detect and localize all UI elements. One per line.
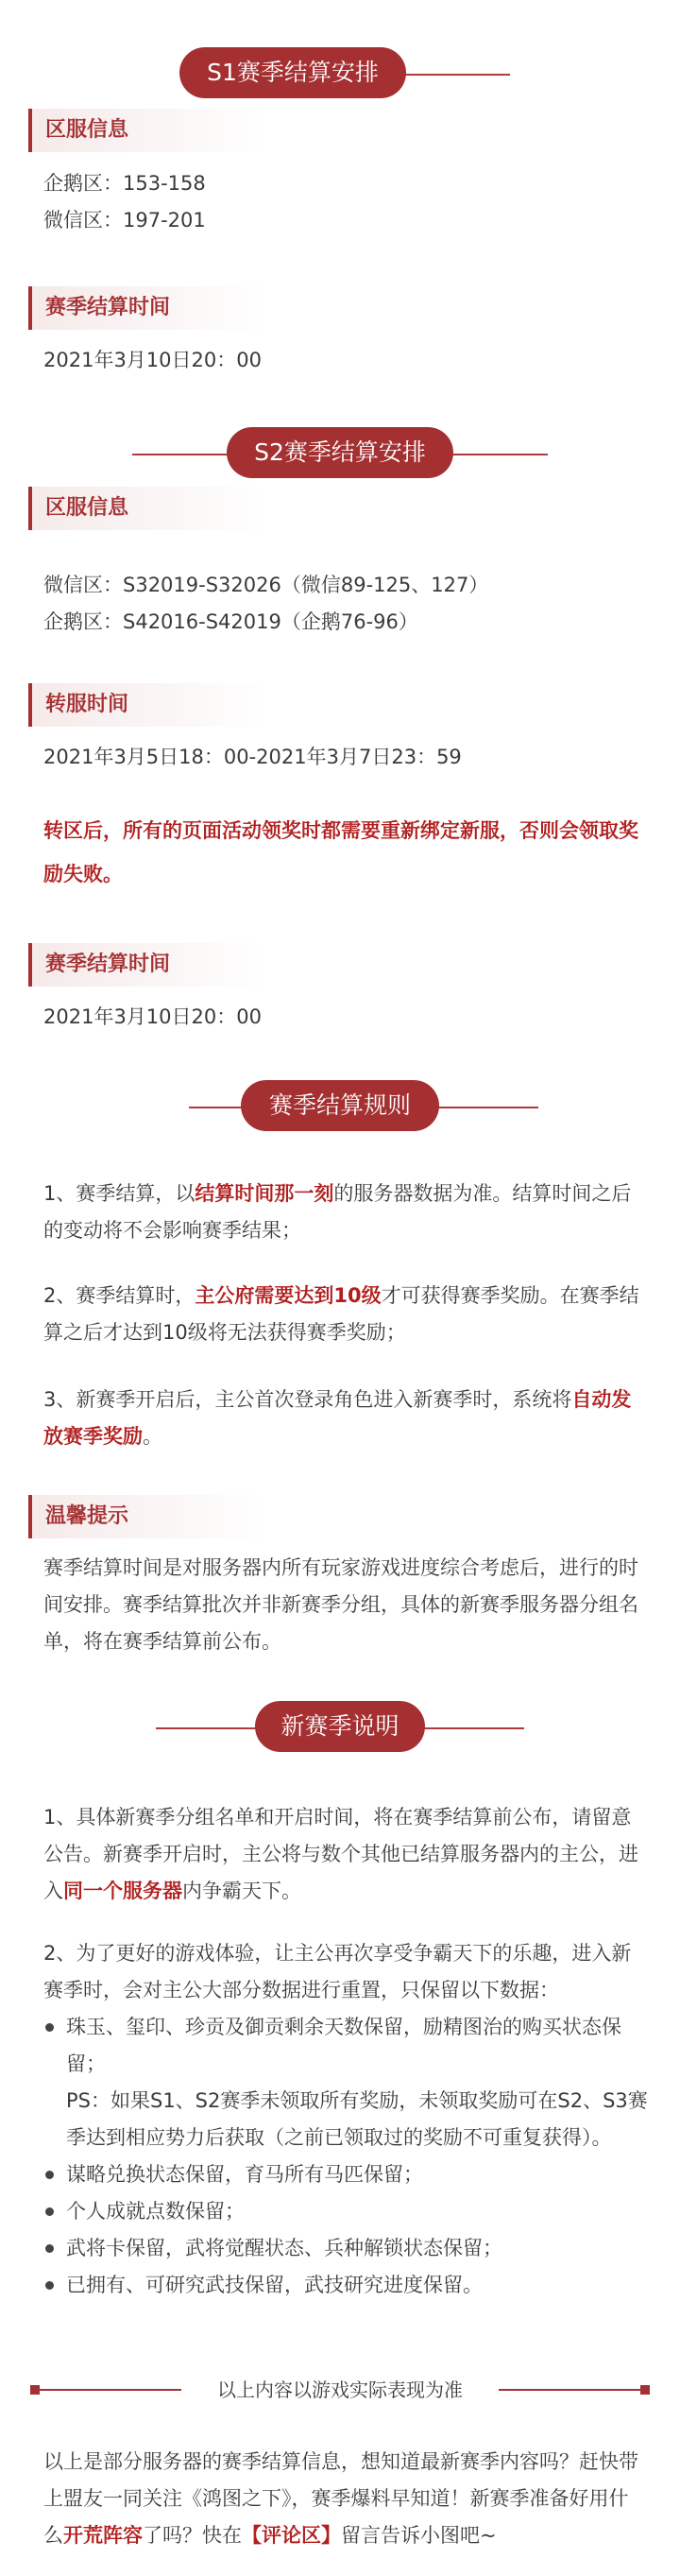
s2-settle-heading: 赛季结算时间	[28, 943, 329, 987]
closing-text: 以上是部分服务器的赛季结算信息，想知道最新赛季内容吗？赶快带上盟友一同关注《鸿图之下》，赛季爆料早知道！新赛季准备好用什么	[43, 2450, 638, 2547]
s2-title-banner	[0, 427, 680, 482]
footer-divider-square-right	[640, 2385, 650, 2395]
newseason-title-banner	[0, 1701, 680, 1756]
list-item: 武将卡保留，武将觉醒状态、兵种解锁状态保留；	[43, 2230, 657, 2267]
s2-transfer-time: 2021年3月5日18：00-2021年3月7日23：59	[43, 746, 462, 768]
s1-server-info	[43, 165, 644, 239]
s2-transfer-heading: 转服时间	[28, 683, 329, 727]
s1-server-line: 微信区：197-201	[43, 209, 206, 232]
s1-server-line: 企鹅区：153-158	[43, 172, 206, 195]
s2-title: S2赛季结算安排	[227, 427, 453, 478]
s2-server-info	[43, 567, 644, 641]
rule-2-text: 2、赛季结算时，	[43, 1284, 196, 1307]
s1-settle-time: 2021年3月10日20：00	[43, 349, 262, 371]
rules-title: 赛季结算规则	[241, 1080, 439, 1131]
rule-1-highlight: 结算时间那一刻	[195, 1182, 334, 1205]
s1-server-heading: 区服信息	[28, 109, 329, 152]
s1-title-line	[397, 74, 510, 76]
newseason-p2: 2、为了更好的游戏体验，让主公再次享受争霸天下的乐趣，进入新赛季时，会对主公大部分数据进行重置，只保留以下数据：	[43, 1942, 632, 2001]
newseason-p1	[43, 1799, 644, 1910]
list-item-text: 珠玉、玺印、珍贡及御贡剩余天数保留，励精图治的购买状态保留；	[66, 2016, 621, 2075]
rule-3	[43, 1382, 644, 1455]
rule-1-text: 1、赛季结算，以	[43, 1182, 196, 1205]
rule-1	[43, 1176, 644, 1249]
newseason-p1-text-end: 内争霸天下。	[182, 1880, 301, 1902]
s2-server-line: 微信区：S32019-S32026（微信89-125、127）	[43, 574, 489, 596]
newseason-title: 新赛季说明	[255, 1701, 425, 1752]
rules-title-banner	[0, 1080, 680, 1135]
newseason-p1-highlight: 同一个服务器	[63, 1880, 182, 1902]
s1-title-banner	[0, 47, 680, 102]
rule-3-text-end: 。	[143, 1425, 162, 1448]
s2-server-heading: 区服信息	[28, 487, 329, 530]
list-item: 谋略兑换状态保留，育马所有马匹保留；	[43, 2156, 657, 2193]
newseason-retained-list	[43, 2009, 657, 2304]
rule-3-text: 3、新赛季开启后，主公首次登录角色进入新赛季时，系统将	[43, 1388, 572, 1411]
newseason-p1-text: 1、具体新赛季分组名单和开启时间，将在赛季结算前公布，请留意公告。新赛季开启时，主公将与数个其他已结算服务器内的主公，进入	[43, 1806, 638, 1902]
footer-divider-text: 以上内容以游戏实际表现为准	[217, 2379, 463, 2401]
closing-highlight-lineup: 开荒阵容	[63, 2524, 143, 2547]
rule-3-highlight: 自动发放赛季奖励	[43, 1388, 632, 1448]
newseason-ps-note: PS：如果S1、S2赛季未领取所有奖励，未领取奖励可在S2、S3赛季达到相应势力后获取（之前已领取过的奖励不可重复获得）。	[66, 2089, 648, 2149]
footer-divider-square-left	[30, 2385, 40, 2395]
tip-text: 赛季结算时间是对服务器内所有玩家游戏进度综合考虑后，进行的时间安排。赛季结算批次并非新赛季分组，具体的新赛季服务器分组名单，将在赛季结算前公布。	[43, 1556, 638, 1653]
footer-divider-line-right	[499, 2389, 640, 2391]
s2-warning: 转区后，所有的页面活动领奖时都需要重新绑定新服，否则会领取奖励失败。	[43, 819, 638, 885]
list-item	[43, 2009, 657, 2156]
s2-server-line: 企鹅区：S42016-S42019（企鹅76-96）	[43, 610, 418, 633]
s1-title: S1赛季结算安排	[179, 47, 406, 98]
closing-paragraph	[43, 2444, 644, 2554]
rule-2-highlight: 主公府需要达到10级	[195, 1284, 382, 1307]
tip-heading: 温馨提示	[28, 1495, 329, 1538]
footer-divider-line-left	[40, 2389, 181, 2391]
closing-highlight-comments: 【评论区】	[242, 2524, 341, 2547]
rule-2-text-end: 才可获得赛季奖励。在赛季结算之后才达到10级将无法获得赛季奖励；	[43, 1284, 639, 1344]
list-item: 个人成就点数保留；	[43, 2193, 657, 2230]
closing-text-end: 留言告诉小图吧~	[341, 2524, 497, 2547]
rule-1-text-end: 的服务器数据为准。结算时间之后的变动将不会影响赛季结果；	[43, 1182, 632, 1242]
s1-settle-heading: 赛季结算时间	[28, 286, 329, 330]
rule-2	[43, 1278, 644, 1351]
list-item: 已拥有、可研究武技保留，武技研究进度保留。	[43, 2267, 657, 2304]
s2-settle-time: 2021年3月10日20：00	[43, 1005, 262, 1028]
closing-text-mid: 了吗？快在	[143, 2524, 242, 2547]
